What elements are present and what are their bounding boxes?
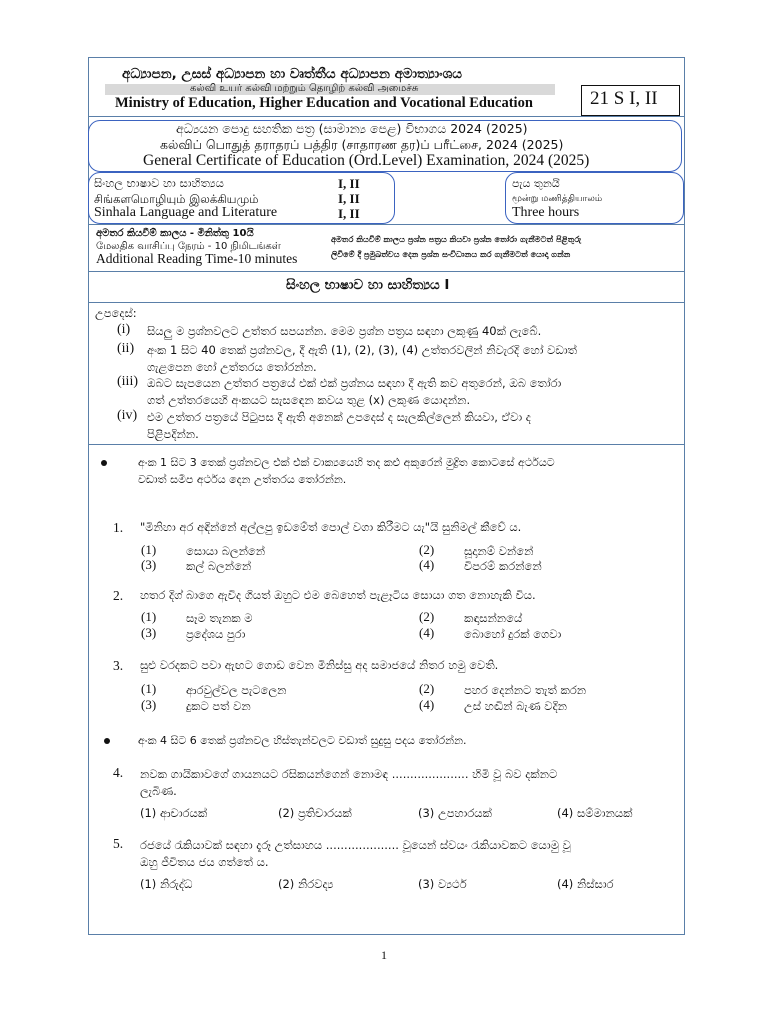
instruction-text: අංක 1 සිට 40 තෙක් ප්‍රශ්නවල, දී ඇති (1), (2), (3), (4) උත්තරවලින් නිවැරදි හෝ වඩාත්	[147, 343, 577, 357]
option-number: (3)	[141, 557, 157, 572]
option-number: (2)	[419, 609, 435, 624]
option-number: (3)	[141, 697, 157, 712]
option-text: (4) සම්මානයක්	[557, 806, 633, 820]
question-text: සුළු වරදකට පවා ඇඟට ගොඩ වෙන මිනිස්සු අද සමාජයේ නිතර හමු වෙති.	[140, 658, 499, 672]
header-divider	[88, 116, 685, 117]
subject-paper-1: I, II	[338, 176, 360, 191]
question-number: 2.	[113, 588, 124, 603]
instruction-text: ගැළපෙන හෝ උත්තරය තෝරන්න.	[147, 360, 317, 374]
instruction-number: (iii)	[117, 374, 138, 389]
exam-title-english: General Certificate of Education (Ord.Level) Examination, 2024 (2025)	[143, 152, 590, 169]
instructions-divider	[88, 444, 685, 445]
question-text: ලැබිණ.	[140, 784, 177, 798]
option-text: (3) උපහාරයක්	[418, 806, 492, 820]
bullet-icon	[104, 738, 110, 744]
option-text: කල් බලන්නේ	[186, 559, 252, 573]
instruction-number: (i)	[117, 322, 131, 337]
option-text: (4) නිස්සාර	[557, 877, 614, 891]
instruction-text: ඔබට සැපයෙන උත්තර පත්‍රයේ එක් එක් ප්‍රශ්නය සඳහා දී ඇති කව අතුරෙන්, ඔබ තෝරා	[147, 376, 562, 390]
exam-title-tamil: கல்விப் பொதுத் தராதரப் பத்திர (சாதாரண தர)ப் பரீட்சை, 2024 (2025)	[160, 137, 564, 152]
instruction-text: ගත් උත්තරයෙහි අංකයට සැසඳෙන කවය තුළ (x) ලකුණ යොදන්න.	[147, 393, 471, 407]
instruction-text: සියලු ම ප්‍රශ්නවලට උත්තර සපයන්න. මෙම ප්‍රශ්න පත්‍රය සඳහා ලකුණු 40ක් ලැබේ.	[147, 324, 542, 338]
option-text: සොයා බලන්නේ	[186, 544, 266, 558]
option-text: කඳාසන්නයේ	[464, 611, 523, 625]
reading-note-line1: අමතර කියවීම් කාලය ප්‍රශ්න පත්‍රය කියවා ප්‍රශ්න තෝරා ගැනීමටත් පිළිතුරු	[331, 234, 582, 244]
option-number: (1)	[141, 681, 157, 696]
duration-sinhala: පැය තුනයි	[512, 177, 560, 190]
option-text: (3) ව්‍යර්ථ	[418, 877, 467, 891]
option-number: (2)	[419, 542, 435, 557]
duration-tamil: மூன்று மணித்தியாலம்	[512, 194, 603, 204]
part-title-divider	[88, 302, 685, 303]
option-number: (2)	[419, 681, 435, 696]
instruction-number: (iv)	[117, 408, 138, 423]
exam-title-sinhala: අධ්‍යයන පොදු සහතික පත්‍ර (සාමාන්‍ය පෙළ) විභාගය 2024 (2025)	[176, 121, 528, 136]
instruction-number: (ii)	[117, 341, 135, 356]
option-number: (4)	[419, 697, 435, 712]
instructions-heading: උපදෙස්:	[95, 306, 137, 320]
question-number: 4.	[113, 765, 124, 780]
reading-note-line2: ලිවීමේ දී ප්‍රමුඛත්වය දෙන ප්‍රශ්න සංවිධානය කර ගැනීමටත් යොදා ගන්න	[331, 249, 571, 259]
ministry-tamil: கல்வி உயர் கல்வி மற்றும் தொழிற் கல்வி அமைச்சு	[190, 83, 419, 94]
subject-divider	[88, 224, 685, 225]
ministry-english: Ministry of Education, Higher Education and Vocational Education	[115, 95, 533, 111]
question-number: 3.	[113, 658, 124, 673]
reading-time-sinhala: අමතර කියවීම් කාලය - මිනිත්තු 10යි	[96, 228, 254, 239]
reading-time-english: Additional Reading Time-10 minutes	[96, 251, 298, 266]
question-text: රජයේ රැකියාවක් සඳහා දැරූ උත්සාහය .................... වූයෙන් ස්වයං රැකියාවකට යොමු වූ	[140, 838, 571, 852]
option-text: (1) ආචාරයක්	[140, 806, 208, 820]
option-text: උස් හඬින් බැණ වදින	[464, 699, 568, 713]
duration-english: Three hours	[512, 205, 580, 220]
option-number: (3)	[141, 625, 157, 640]
question-text: "මිනිහා අර අඳින්නේ අල්ලපු ඉඩමේත් පොල් වගා කිරීමට යැ"යි සුනිමල් කීවේ ය.	[140, 520, 522, 534]
subject-sinhala: සිංහල භාෂාව හා සාහිත්‍යය	[94, 176, 224, 190]
option-text: ප්‍රදේශය පුරා	[186, 627, 246, 641]
option-text: පහර දෙන්නට තැත් කරන	[464, 683, 587, 697]
option-text: (2) නිරවද්‍ය	[278, 877, 334, 891]
instruction-text: පිළිපදින්න.	[147, 427, 199, 441]
option-text: (1) නිරුද්ධ	[140, 877, 193, 891]
option-number: (4)	[419, 625, 435, 640]
subject-paper-2: I, II	[338, 191, 360, 206]
section-b-instruction: අංක 4 සිට 6 තෙක් ප්‍රශ්නවල හිස්තැන්වලට වඩාත් සුදුසු පදය තෝරන්න.	[138, 734, 467, 747]
option-text: බොහෝ දුරක් ගෙවා	[464, 627, 562, 641]
question-text: නවක ගායිකාවගේ ගායනයට රසිකයන්ගෙන් නොමඳ ..................... හිමි වූ බව දක්නට	[140, 767, 558, 781]
reading-time-tamil: மேலதிக வாசிப்பு நேரம் - 10 நிமிடங்கள்	[96, 241, 281, 252]
subject-paper-3: I, II	[338, 206, 360, 221]
question-text: හතර දිග් බාගෙ ඇවිද ගියත් ඔහුට එම බෙහෙත් පැළෑටිය සොයා ගත නොහැකි විය.	[140, 588, 536, 602]
section-a-instruction: වඩාත් සමීප අර්ථය දෙන උත්තරය තෝරන්න.	[138, 473, 347, 486]
part-title: සිංහල භාෂාව හා සාහිත්‍යය I	[286, 277, 450, 293]
option-number: (1)	[141, 542, 157, 557]
paper-code: 21 S I, II	[590, 88, 658, 109]
page-number: 1	[381, 948, 387, 962]
subject-tamil: சிங்களமொழியும் இலக்கியமும்	[94, 192, 259, 206]
option-text: විපරම් කරන්නේ	[464, 559, 542, 573]
question-text: ඔහු ජීවිතය ජය ගත්තේ ය.	[140, 855, 269, 869]
option-text: සෑම තැනක ම	[186, 611, 253, 625]
instruction-text: එම උත්තර පත්‍රයේ පිටුපස දී ඇති අනෙක් උපදෙස් ද සැලකිල්ලෙන් කියවා, ඒවා ද	[147, 410, 531, 424]
question-number: 5.	[113, 836, 124, 851]
option-text: (2) ප්‍රතිචාරයක්	[278, 806, 352, 820]
bullet-icon	[101, 460, 107, 466]
subject-english: Sinhala Language and Literature	[94, 205, 278, 220]
option-number: (4)	[419, 557, 435, 572]
ministry-sinhala: අධ්‍යාපන, උසස් අධ්‍යාපන හා වෘත්තීය අධ්‍යාපන අමාත්‍යාංශය	[122, 66, 462, 82]
option-text: ආරවුල්වල පැටලෙන	[186, 683, 287, 697]
option-text: දුකට පත් වන	[186, 699, 251, 713]
section-a-instruction: අංක 1 සිට 3 තෙක් ප්‍රශ්නවල එක් එක් වාක්‍යයෙහි තද කළු අකුරෙන් මුද්‍රිත කොටසේ අර්ථයට	[138, 456, 555, 469]
question-number: 1.	[113, 520, 124, 535]
reading-divider	[88, 271, 685, 272]
option-number: (1)	[141, 609, 157, 624]
option-text: සූදානම් වන්නේ	[464, 544, 534, 558]
